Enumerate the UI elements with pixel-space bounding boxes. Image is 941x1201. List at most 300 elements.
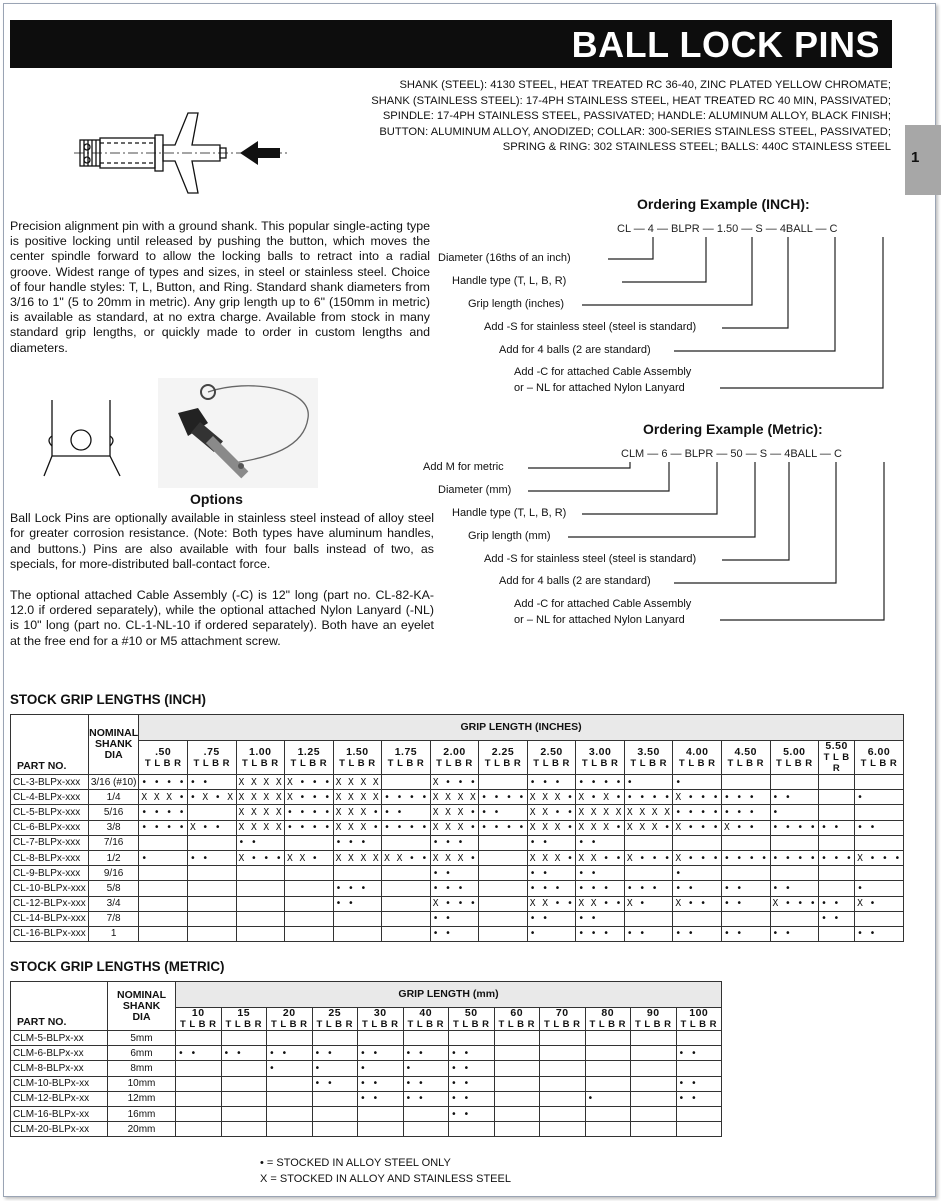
- handle-codes: T L B R: [225, 1019, 263, 1030]
- grip-length-value: 90: [646, 1007, 660, 1019]
- stock-cell: [585, 1076, 631, 1091]
- part-no-header: PART NO.: [11, 715, 89, 775]
- stock-cell: [479, 775, 528, 790]
- stock-cell: [770, 775, 819, 790]
- diameter-cell: 10mm: [108, 1076, 176, 1091]
- stock-cell: [721, 866, 770, 881]
- stock-cell: [770, 835, 819, 850]
- grip-length-header: GRIP LENGTH (mm): [176, 982, 722, 1008]
- stock-cell: [721, 835, 770, 850]
- grip-length-column-header: [403, 1008, 449, 1031]
- handle-codes: T L B R: [316, 1019, 354, 1030]
- stock-cell: • •: [819, 911, 855, 926]
- nominal-dia-header: [108, 982, 176, 1031]
- stock-cell: •: [312, 1061, 358, 1076]
- handle-codes: T L B R: [634, 1019, 672, 1030]
- stock-cell: X X • •: [527, 896, 576, 911]
- part-number-cell: CLM-12-BLPx-xx: [11, 1091, 108, 1106]
- stock-cell: [819, 805, 855, 820]
- grip-length-column-header: [333, 741, 382, 775]
- stock-cell: X • • •: [770, 896, 819, 911]
- stock-cell: • • • •: [139, 775, 188, 790]
- table-row: [11, 1031, 722, 1046]
- stock-cell: X X • •: [576, 896, 625, 911]
- handle-codes: T L B R: [407, 1019, 445, 1030]
- grip-length-value: 1.50: [346, 745, 369, 758]
- stock-cell: X • •: [721, 820, 770, 835]
- stock-cell: X X X •: [333, 805, 382, 820]
- stock-cell: [540, 1091, 586, 1106]
- stock-cell: [585, 1061, 631, 1076]
- stock-cell: • •: [527, 866, 576, 881]
- stock-cell: X X X •: [139, 790, 188, 805]
- stock-cell: [187, 881, 236, 896]
- stock-cell: [540, 1122, 586, 1137]
- part-number-cell: CLM-8-BLPx-xx: [11, 1061, 108, 1076]
- stock-cell: • •: [333, 896, 382, 911]
- diameter-cell: 7/16: [88, 835, 139, 850]
- part-number-cell: CL-14-BLPx-xxx: [11, 911, 89, 926]
- inch-table-title: STOCK GRIP LENGTHS (INCH): [10, 692, 206, 707]
- ordering-metric-label: Add M for metric: [423, 461, 504, 473]
- dia-header-line: DIA: [132, 1010, 151, 1023]
- stock-cell: •: [139, 850, 188, 865]
- stock-cell: [819, 790, 855, 805]
- stock-cell: [236, 881, 285, 896]
- stock-cell: •: [267, 1061, 313, 1076]
- diameter-cell: 1/2: [88, 850, 139, 865]
- stock-cell: • • • •: [624, 790, 673, 805]
- grip-length-column-header: [285, 741, 334, 775]
- stock-cell: • • •: [430, 835, 479, 850]
- stock-cell: • •: [576, 835, 625, 850]
- part-number-cell: CL-4-BLPx-xxx: [11, 790, 89, 805]
- stock-cell: [676, 1122, 722, 1137]
- stock-cell: [139, 896, 188, 911]
- stock-cell: • • •: [430, 881, 479, 896]
- table-row: [11, 850, 904, 865]
- grip-length-column-header: [187, 741, 236, 775]
- stock-cell: [285, 926, 334, 941]
- stock-cell: [449, 1031, 495, 1046]
- stock-cell: X X X •: [430, 820, 479, 835]
- material-line: SPRING & RING: 302 STAINLESS STEEL; BALLS: 440C STAINLESS STEEL: [502, 141, 891, 153]
- stock-cell: X • •: [187, 820, 236, 835]
- metric-table-title: STOCK GRIP LENGTHS (METRIC): [10, 959, 225, 974]
- grip-length-column-header: [540, 1008, 586, 1031]
- stock-cell: [187, 835, 236, 850]
- stock-cell: [312, 1122, 358, 1137]
- stock-cell: [494, 1076, 540, 1091]
- stock-cell: [855, 835, 904, 850]
- stock-cell: • •: [819, 820, 855, 835]
- diameter-cell: 5/8: [88, 881, 139, 896]
- table-row: [11, 911, 904, 926]
- grip-length-value: 5.50: [825, 740, 848, 752]
- stock-cell: • •: [187, 850, 236, 865]
- stock-cell: • •: [221, 1046, 267, 1061]
- stock-cell: X X X •: [430, 805, 479, 820]
- page-title: BALL LOCK PINS: [571, 24, 880, 65]
- stock-cell: • • •: [576, 926, 625, 941]
- ordering-metric-label: Diameter (mm): [438, 484, 512, 496]
- stock-cell: • •: [673, 881, 722, 896]
- stock-cell: •: [770, 805, 819, 820]
- part-number-cell: CL-5-BLPx-xxx: [11, 805, 89, 820]
- stock-cell: [176, 1106, 222, 1121]
- stock-cell: [855, 911, 904, 926]
- stock-cell: [333, 926, 382, 941]
- ordering-inch-label: Grip length (inches): [468, 298, 564, 310]
- stock-cell: [221, 1061, 267, 1076]
- ordering-metric-label: Handle type (T, L, B, R): [452, 507, 567, 519]
- stock-cell: • •: [403, 1046, 449, 1061]
- grip-length-column-header: [585, 1008, 631, 1031]
- stock-cell: X • • •: [855, 850, 904, 865]
- stock-cell: • •: [403, 1091, 449, 1106]
- inch-grip-table: [10, 714, 904, 942]
- stock-cell: X • • •: [430, 896, 479, 911]
- stock-cell: [382, 926, 431, 941]
- stock-cell: [382, 835, 431, 850]
- stock-cell: [479, 881, 528, 896]
- stock-cell: X X X X: [236, 805, 285, 820]
- stock-cell: • •: [770, 881, 819, 896]
- stock-cell: • • •: [527, 881, 576, 896]
- stock-cell: [403, 1031, 449, 1046]
- grip-length-column-header: [139, 741, 188, 775]
- stock-cell: X X X •: [624, 820, 673, 835]
- table-row: [11, 1046, 722, 1061]
- stock-cell: •: [855, 790, 904, 805]
- stock-cell: [187, 805, 236, 820]
- stock-cell: [819, 775, 855, 790]
- stock-cell: X •: [855, 896, 904, 911]
- stock-cell: • •: [673, 926, 722, 941]
- stock-cell: [631, 1076, 677, 1091]
- stock-cell: • •: [449, 1046, 495, 1061]
- ordering-inch-label: Add -S for stainless steel (steel is standard): [484, 321, 697, 333]
- stock-cell: [333, 911, 382, 926]
- stock-cell: X X X •: [527, 790, 576, 805]
- stock-cell: [676, 1106, 722, 1121]
- stock-cell: [358, 1031, 404, 1046]
- stock-cell: • •: [770, 790, 819, 805]
- stock-cell: X • • •: [285, 775, 334, 790]
- grip-length-value: 70: [555, 1007, 569, 1019]
- handle-codes: T L B R: [290, 757, 328, 769]
- handle-codes: T L B R: [543, 1019, 581, 1030]
- stock-cell: •: [624, 775, 673, 790]
- stock-cell: • • • •: [382, 820, 431, 835]
- metric-grip-table: [10, 981, 722, 1137]
- grip-length-header: GRIP LENGTH (INCHES): [139, 715, 903, 741]
- diameter-cell: 5mm: [108, 1031, 176, 1046]
- stock-cell: [221, 1076, 267, 1091]
- stock-cell: • •: [855, 926, 904, 941]
- stock-cell: X X X X: [576, 805, 625, 820]
- stock-cell: [631, 1031, 677, 1046]
- stock-cell: X X X •: [527, 820, 576, 835]
- stock-cell: [403, 1122, 449, 1137]
- stock-cell: [449, 1122, 495, 1137]
- table-row: [11, 896, 904, 911]
- stock-cell: [333, 866, 382, 881]
- stock-cell: • • • •: [285, 805, 334, 820]
- stock-cell: [285, 866, 334, 881]
- stock-cell: • •: [576, 866, 625, 881]
- grip-length-column-header: [576, 741, 625, 775]
- handle-codes: T L B R: [823, 752, 850, 774]
- stock-cell: • •: [358, 1046, 404, 1061]
- stock-cell: [285, 835, 334, 850]
- grip-length-column-header: [382, 741, 431, 775]
- handle-codes: T L B R: [678, 757, 716, 769]
- stock-cell: [676, 1061, 722, 1076]
- table-row: [11, 926, 904, 941]
- part-number-cell: CLM-20-BLPx-xx: [11, 1122, 108, 1137]
- handle-codes: T L B R: [361, 1019, 399, 1030]
- diameter-cell: 3/8: [88, 820, 139, 835]
- stock-cell: • •: [449, 1106, 495, 1121]
- stock-cell: [676, 1031, 722, 1046]
- grip-length-value: 6.00: [867, 745, 891, 758]
- grip-length-value: 1.00: [249, 745, 272, 758]
- stock-cell: • •: [855, 820, 904, 835]
- part-number-cell: CL-9-BLPx-xxx: [11, 866, 89, 881]
- dia-header-line: DIA: [104, 749, 123, 761]
- stock-cell: [721, 775, 770, 790]
- dia-header-line: SHANK: [122, 999, 161, 1012]
- stock-cell: X X X X: [430, 790, 479, 805]
- stock-cell: [176, 1061, 222, 1076]
- stock-cell: [267, 1106, 313, 1121]
- grip-length-value: 50: [464, 1007, 478, 1019]
- stock-cell: • • • •: [673, 805, 722, 820]
- stock-cell: [819, 866, 855, 881]
- stock-cell: • •: [403, 1076, 449, 1091]
- grip-length-column-header: [527, 741, 576, 775]
- diameter-cell: 16mm: [108, 1106, 176, 1121]
- stock-cell: [221, 1122, 267, 1137]
- stock-cell: • • •: [721, 805, 770, 820]
- stock-cell: [267, 1122, 313, 1137]
- stock-cell: X X X •: [333, 820, 382, 835]
- stock-cell: X • • •: [236, 850, 285, 865]
- table-row: [11, 775, 904, 790]
- material-line: SPINDLE: 17-4PH STAINLESS STEEL, PASSIVATED; HANDLE: ALUMINUM ALLOY, BLACK FINISH;: [382, 110, 891, 122]
- stock-cell: [494, 1106, 540, 1121]
- stock-cell: [139, 881, 188, 896]
- stock-cell: X • X •: [576, 790, 625, 805]
- stock-cell: [139, 866, 188, 881]
- part-number-cell: CLM-16-BLPx-xx: [11, 1106, 108, 1121]
- grip-length-value: 1.75: [394, 745, 418, 758]
- stock-cell: X X X X: [624, 805, 673, 820]
- stock-cell: • • • •: [576, 775, 625, 790]
- nominal-dia-header: [88, 715, 139, 775]
- stock-cell: •: [855, 881, 904, 896]
- stock-cell: • •: [449, 1061, 495, 1076]
- grip-length-value: 5.00: [783, 745, 806, 758]
- grip-length-value: 40: [419, 1007, 433, 1019]
- legend-item: X = STOCKED IN ALLOY AND STAINLESS STEEL: [260, 1173, 511, 1185]
- handle-codes: T L B R: [776, 757, 813, 769]
- grip-length-value: 4.00: [685, 745, 709, 758]
- stock-cell: X • • •: [673, 820, 722, 835]
- stock-cell: • •: [236, 835, 285, 850]
- stock-cell: • • •: [721, 790, 770, 805]
- stock-cell: • • • •: [770, 820, 819, 835]
- stock-cell: [139, 926, 188, 941]
- stock-cell: [494, 1046, 540, 1061]
- diameter-cell: 5/16: [88, 805, 139, 820]
- grip-length-column-header: [721, 741, 770, 775]
- grip-length-value: 1.25: [297, 745, 321, 758]
- grip-length-column-header: [479, 741, 528, 775]
- stock-cell: X X • •: [382, 850, 431, 865]
- material-line: BUTTON: ALUMINUM ALLOY, ANODIZED; COLLAR: 300-SERIES STAINLESS STEEL, PASSIVATED;: [379, 125, 891, 138]
- handle-codes: T L B R: [581, 757, 619, 769]
- stock-cell: [585, 1046, 631, 1061]
- stock-cell: [187, 896, 236, 911]
- handle-codes: T L B R: [339, 757, 376, 769]
- grip-length-value: 3.50: [637, 745, 660, 758]
- options-paragraph: The optional attached Cable Assembly (-C) is 12" long (part no. CL-82-KA-12.0 if ordered separately), while the optional attached Nylon Lanyard (-NL) is 10" long (part no. CL-1-NL-10 if ordered separately). Both have an eyelet at the free end for a #10 or M5 attachment screw.: [10, 587, 434, 648]
- stock-cell: [631, 1106, 677, 1121]
- diameter-cell: 12mm: [108, 1091, 176, 1106]
- stock-cell: [855, 805, 904, 820]
- table-row: [11, 866, 904, 881]
- stock-cell: [221, 1091, 267, 1106]
- ordering-inch-label: Add -C for attached Cable Assembly: [514, 366, 692, 378]
- handle-codes: T L B R: [727, 757, 765, 769]
- stock-cell: [312, 1091, 358, 1106]
- grip-length-value: 15: [237, 1007, 251, 1019]
- stock-cell: [187, 911, 236, 926]
- grip-length-column-header: [624, 741, 673, 775]
- ordering-inch-code: CL — 4 — BLPR — 1.50 — S — 4BALL — C: [617, 223, 838, 235]
- stock-cell: X X X •: [576, 820, 625, 835]
- ordering-inch-label: or – NL for attached Nylon Lanyard: [514, 382, 685, 394]
- stock-cell: X X X X: [236, 775, 285, 790]
- ordering-inch-title: Ordering Example (INCH):: [637, 196, 810, 212]
- stock-cell: • • •: [527, 775, 576, 790]
- stock-cell: [494, 1091, 540, 1106]
- stock-cell: • •: [430, 911, 479, 926]
- handle-codes: T L B R: [630, 757, 667, 769]
- table-row: [11, 1091, 722, 1106]
- stock-cell: [285, 881, 334, 896]
- stock-cell: [382, 881, 431, 896]
- dia-header-line: NOMINAL: [89, 727, 139, 739]
- stock-cell: [176, 1091, 222, 1106]
- stock-cell: [176, 1076, 222, 1091]
- part-number-cell: CL-3-BLPx-xxx: [11, 775, 89, 790]
- grip-length-value: 10: [191, 1007, 205, 1019]
- stock-cell: X X • •: [527, 805, 576, 820]
- grip-length-column-header: [631, 1008, 677, 1031]
- stock-cell: •: [585, 1091, 631, 1106]
- ordering-metric-label: Add for 4 balls (2 are standard): [499, 575, 651, 587]
- grip-length-value: 30: [373, 1007, 387, 1019]
- part-number-cell: CL-7-BLPx-xxx: [11, 835, 89, 850]
- table-row: [11, 835, 904, 850]
- handle-codes: T L B R: [680, 1019, 718, 1030]
- handle-codes: T L B R: [589, 1019, 627, 1030]
- stock-cell: • •: [676, 1076, 722, 1091]
- stock-cell: X • • •: [624, 850, 673, 865]
- stock-cell: [770, 866, 819, 881]
- stock-cell: X •: [624, 896, 673, 911]
- stock-cell: [176, 1031, 222, 1046]
- stock-cell: • •: [479, 805, 528, 820]
- stock-cell: • •: [721, 881, 770, 896]
- stock-cell: [221, 1106, 267, 1121]
- stock-cell: [312, 1106, 358, 1121]
- stock-cell: X • • •: [673, 850, 722, 865]
- part-number-cell: CL-6-BLPx-xxx: [11, 820, 89, 835]
- grip-length-value: .50: [155, 745, 172, 758]
- stock-cell: • •: [312, 1076, 358, 1091]
- stock-cell: [631, 1091, 677, 1106]
- ordering-metric-label: or – NL for attached Nylon Lanyard: [514, 614, 685, 626]
- grip-length-column-header: [673, 741, 722, 775]
- stock-cell: [382, 896, 431, 911]
- stock-cell: • • •: [819, 850, 855, 865]
- stock-cell: [267, 1091, 313, 1106]
- grip-length-value: 100: [689, 1007, 709, 1019]
- stock-cell: [673, 835, 722, 850]
- diameter-cell: 3/16 (#10): [88, 775, 139, 790]
- ordering-metric-label: Add -C for attached Cable Assembly: [514, 598, 692, 610]
- grip-length-column-header: [449, 1008, 495, 1031]
- legend-item: • = STOCKED IN ALLOY STEEL ONLY: [260, 1157, 451, 1169]
- grip-length-value: 25: [328, 1007, 342, 1019]
- table-row: [11, 1122, 722, 1137]
- stock-cell: [479, 926, 528, 941]
- stock-cell: • •: [358, 1091, 404, 1106]
- grip-length-column-header: [267, 1008, 313, 1031]
- stock-cell: [631, 1061, 677, 1076]
- handle-codes: T L B R: [193, 757, 231, 769]
- stock-cell: • • • •: [479, 790, 528, 805]
- stock-cell: • • •: [624, 881, 673, 896]
- stock-cell: [631, 1122, 677, 1137]
- stock-cell: • • • •: [139, 805, 188, 820]
- handle-codes: T L B R: [533, 757, 570, 769]
- grip-length-value: 2.00: [443, 745, 466, 758]
- stock-cell: X • • •: [673, 790, 722, 805]
- grip-length-column-header: [430, 741, 479, 775]
- stock-cell: [494, 1061, 540, 1076]
- stock-cell: • •: [176, 1046, 222, 1061]
- material-line: SHANK (STEEL): 4130 STEEL, HEAT TREATED RC 36-40, ZINC PLATED YELLOW CHROMATE;: [399, 79, 891, 91]
- stock-cell: [267, 1031, 313, 1046]
- stock-cell: • •: [721, 896, 770, 911]
- stock-cell: [267, 1076, 313, 1091]
- stock-cell: [540, 1106, 586, 1121]
- section-tab-number: 1: [911, 149, 920, 166]
- stock-cell: X X X X: [333, 850, 382, 865]
- handle-codes: T L B R: [179, 1019, 217, 1030]
- diameter-cell: 6mm: [108, 1046, 176, 1061]
- stock-cell: • •: [527, 911, 576, 926]
- stock-cell: [236, 926, 285, 941]
- stock-cell: [540, 1061, 586, 1076]
- ordering-metric-label: Grip length (mm): [468, 530, 551, 542]
- stock-cell: • •: [449, 1091, 495, 1106]
